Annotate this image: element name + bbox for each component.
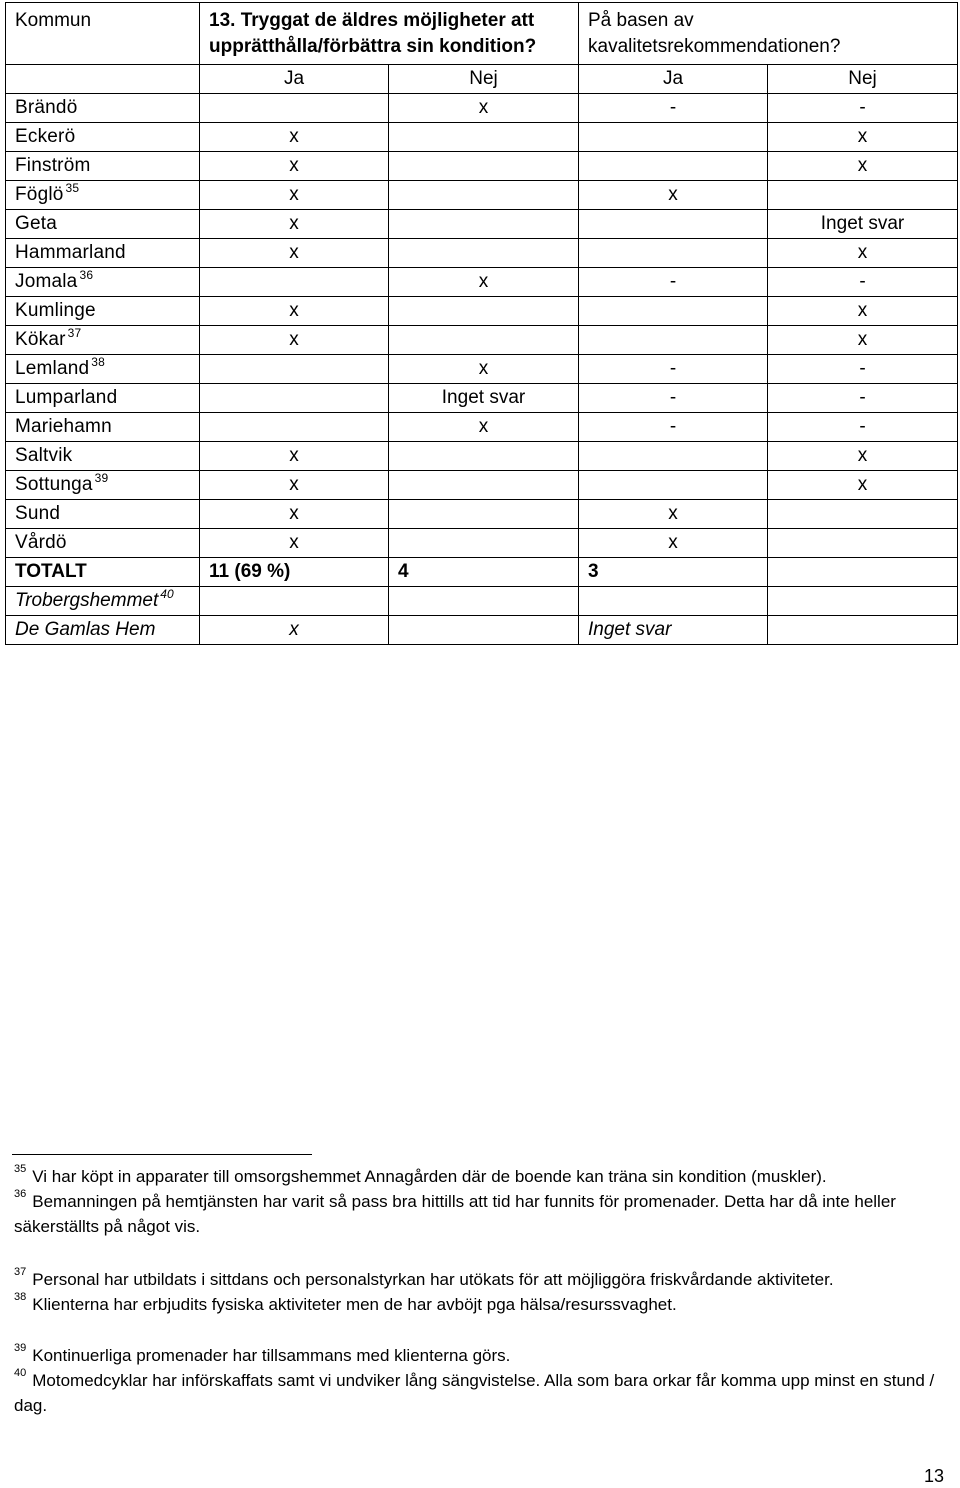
footnote-ref: 36 (79, 268, 94, 282)
cell-ja2: 3 (579, 558, 768, 587)
cell-nej2: x (768, 123, 958, 152)
municipality-name (6, 471, 200, 500)
table-row (6, 181, 958, 210)
municipality-label: Lemland (15, 358, 90, 379)
table-row (6, 413, 958, 442)
municipality-label: Eckerö (15, 126, 76, 147)
footnote-number: 40 (14, 1367, 27, 1379)
cell-ja2 (579, 297, 768, 326)
header-question-13: 13. Tryggat de äldres möjligheter att upprätthålla/förbättra sin kondition? (200, 3, 579, 65)
footnote-text: Motomedcyklar har införskaffats samt vi undviker lång sängvistelse. Alla som bara orkar får komma upp minst en stund / dag. (14, 1371, 935, 1415)
cell-nej1: x (389, 355, 579, 384)
cell-ja1: x (200, 471, 389, 500)
cell-nej2: - (768, 268, 958, 297)
cell-ja1: x (200, 210, 389, 239)
municipality-label: TOTALT (15, 561, 87, 582)
footnote-separator (12, 1154, 312, 1155)
municipality-name (6, 268, 200, 297)
municipality-name (6, 297, 200, 326)
municipality-name (6, 500, 200, 529)
footnote-ref: 38 (91, 355, 106, 369)
table-row (6, 297, 958, 326)
cell-nej2: x (768, 442, 958, 471)
cell-ja2: - (579, 268, 768, 297)
cell-ja2 (579, 210, 768, 239)
cell-nej2: x (768, 239, 958, 268)
table-row (6, 529, 958, 558)
municipality-label: Vårdö (15, 532, 67, 553)
cell-nej2 (768, 587, 958, 616)
municipality-label: Finström (15, 155, 91, 176)
cell-nej2 (768, 181, 958, 210)
footnote-text: Klienterna har erbjudits fysiska aktiviteter men de har avböjt pga hälsa/resurssvaghet. (32, 1295, 677, 1314)
cell-ja1: x (200, 123, 389, 152)
municipality-name (6, 239, 200, 268)
cell-nej1 (389, 529, 579, 558)
footnote-number: 35 (14, 1163, 27, 1175)
cell-nej2 (768, 558, 958, 587)
cell-ja2: x (579, 529, 768, 558)
cell-ja2 (579, 326, 768, 355)
footnote-number: 37 (14, 1266, 27, 1278)
subheader-empty (6, 65, 200, 94)
cell-nej1: x (389, 413, 579, 442)
footnote-ref: 39 (94, 471, 109, 485)
cell-ja1: x (200, 239, 389, 268)
cell-ja2: - (579, 413, 768, 442)
cell-ja1: x (200, 500, 389, 529)
cell-nej2: - (768, 355, 958, 384)
municipality-label: Föglö (15, 184, 64, 205)
cell-ja2: - (579, 384, 768, 413)
cell-nej2 (768, 500, 958, 529)
table-row (6, 616, 958, 645)
municipality-name (6, 355, 200, 384)
cell-nej2: x (768, 471, 958, 500)
municipality-label: Hammarland (15, 242, 126, 263)
cell-ja1: x (200, 616, 389, 645)
cell-ja1 (200, 413, 389, 442)
table-row (6, 239, 958, 268)
footnote-ref: 35 (65, 181, 80, 195)
cell-ja2: - (579, 94, 768, 123)
footnote-40 (14, 1368, 944, 1418)
cell-nej1: x (389, 94, 579, 123)
municipality-name (6, 529, 200, 558)
cell-nej2: x (768, 326, 958, 355)
survey-table (5, 2, 958, 645)
municipality-name (6, 587, 200, 616)
cell-ja2 (579, 471, 768, 500)
cell-ja1: x (200, 152, 389, 181)
cell-nej1 (389, 297, 579, 326)
municipality-name (6, 442, 200, 471)
cell-ja2: x (579, 181, 768, 210)
footnote-number: 39 (14, 1342, 27, 1354)
cell-ja1 (200, 587, 389, 616)
municipality-name (6, 326, 200, 355)
cell-ja1: x (200, 326, 389, 355)
cell-nej1 (389, 616, 579, 645)
header-row (6, 3, 958, 65)
cell-ja1 (200, 268, 389, 297)
footnote-text: Personal har utbildats i sittdans och personalstyrkan har utökats för att möjliggöra friskvårdande aktiviteter. (32, 1270, 834, 1289)
cell-nej2: x (768, 297, 958, 326)
cell-nej2 (768, 529, 958, 558)
footnote-36 (14, 1189, 944, 1239)
footnote-35 (14, 1164, 944, 1189)
cell-nej2: x (768, 152, 958, 181)
municipality-name (6, 123, 200, 152)
cell-ja2 (579, 587, 768, 616)
footnote-text: Vi har köpt in apparater till omsorgshemmet Annagården där de boende kan träna sin kondition (muskler). (32, 1167, 827, 1186)
municipality-name (6, 413, 200, 442)
footnote-38 (14, 1292, 944, 1317)
municipality-name (6, 210, 200, 239)
cell-nej2: - (768, 413, 958, 442)
subheader-ja-2: Ja (579, 65, 768, 94)
header-kommun: Kommun (6, 3, 200, 65)
table-row (6, 210, 958, 239)
municipality-label: Mariehamn (15, 416, 112, 437)
cell-nej1: Inget svar (389, 384, 579, 413)
footnote-39 (14, 1343, 944, 1368)
cell-ja2 (579, 123, 768, 152)
footnote-ref: 37 (67, 326, 82, 340)
cell-ja1: x (200, 297, 389, 326)
subheader-row (6, 65, 958, 94)
municipality-label: Lumparland (15, 387, 118, 408)
cell-ja1 (200, 384, 389, 413)
cell-nej1 (389, 500, 579, 529)
municipality-label: Trobergshemmet (15, 590, 159, 611)
cell-ja2 (579, 152, 768, 181)
cell-ja2: x (579, 500, 768, 529)
cell-ja1 (200, 94, 389, 123)
cell-ja2 (579, 239, 768, 268)
municipality-label: Kumlinge (15, 300, 96, 321)
municipality-name (6, 558, 200, 587)
cell-nej1 (389, 239, 579, 268)
cell-nej1: x (389, 268, 579, 297)
cell-nej1 (389, 210, 579, 239)
cell-nej1 (389, 471, 579, 500)
table-row (6, 384, 958, 413)
municipality-name (6, 94, 200, 123)
footnote-ref: 40 (160, 587, 174, 601)
cell-nej1 (389, 123, 579, 152)
cell-nej2: - (768, 94, 958, 123)
municipality-label: Jomala (15, 271, 78, 292)
footnote-text: Bemanningen på hemtjänsten har varit så pass bra hittills att tid har funnits för promenader. Detta har då inte heller säkerställts på något vis. (14, 1192, 896, 1236)
municipality-label: Brändö (15, 97, 78, 118)
table-row (6, 94, 958, 123)
table-row (6, 152, 958, 181)
municipality-label: Geta (15, 213, 57, 234)
cell-ja2 (579, 442, 768, 471)
subheader-nej-1: Nej (389, 65, 579, 94)
cell-nej2 (768, 616, 958, 645)
header-basis: På basen av kavalitetsrekommendationen? (579, 3, 958, 65)
municipality-label: Saltvik (15, 445, 73, 466)
municipality-name (6, 181, 200, 210)
table-row (6, 471, 958, 500)
municipality-name (6, 616, 200, 645)
table-row (6, 442, 958, 471)
total-row (6, 558, 958, 587)
cell-ja1: x (200, 529, 389, 558)
page-number: 13 (923, 1466, 944, 1486)
cell-ja2: Inget svar (579, 616, 768, 645)
table-row (6, 268, 958, 297)
table-row (6, 326, 958, 355)
subheader-nej-2: Nej (768, 65, 958, 94)
municipality-name (6, 384, 200, 413)
cell-nej1 (389, 152, 579, 181)
cell-nej1 (389, 326, 579, 355)
footnote-number: 38 (14, 1291, 27, 1303)
table-row (6, 587, 958, 616)
subheader-ja-1: Ja (200, 65, 389, 94)
table-row (6, 123, 958, 152)
table-row (6, 355, 958, 384)
cell-ja1 (200, 355, 389, 384)
cell-nej1 (389, 181, 579, 210)
cell-nej2: - (768, 384, 958, 413)
cell-nej1 (389, 587, 579, 616)
footnote-number: 36 (14, 1188, 27, 1200)
municipality-label: Kökar (15, 329, 66, 350)
municipality-label: Sund (15, 503, 61, 524)
cell-ja1: 11 (69 %) (200, 558, 389, 587)
cell-nej1: 4 (389, 558, 579, 587)
cell-nej2: Inget svar (768, 210, 958, 239)
municipality-label: De Gamlas Hem (15, 619, 156, 640)
cell-ja2: - (579, 355, 768, 384)
footnote-text: Kontinuerliga promenader har tillsammans med klienterna görs. (32, 1346, 511, 1365)
cell-nej1 (389, 442, 579, 471)
footnote-37 (14, 1267, 944, 1292)
table-row (6, 500, 958, 529)
municipality-name (6, 152, 200, 181)
cell-ja1: x (200, 442, 389, 471)
municipality-label: Sottunga (15, 474, 93, 495)
cell-ja1: x (200, 181, 389, 210)
